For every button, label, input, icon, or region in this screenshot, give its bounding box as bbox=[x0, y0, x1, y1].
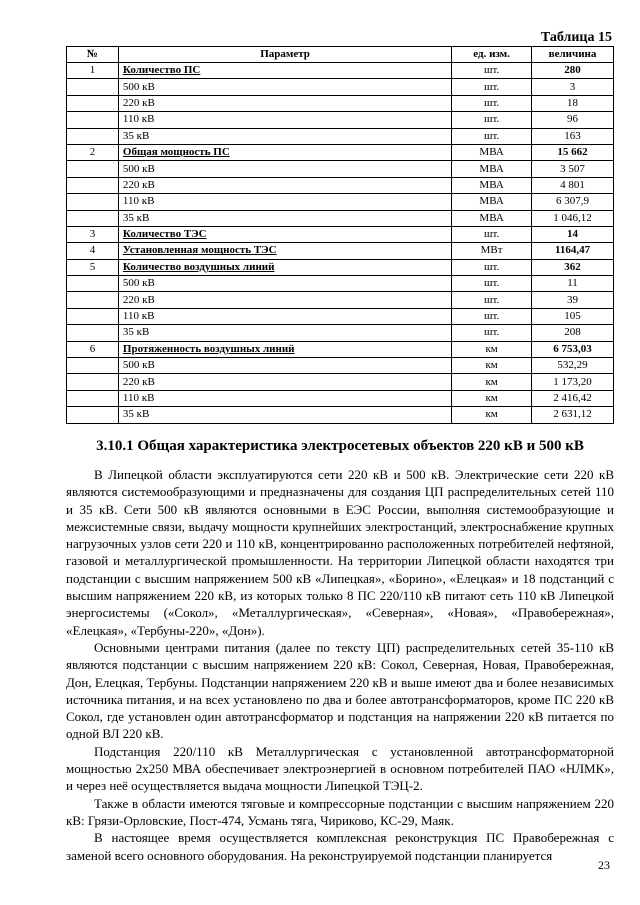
row-number bbox=[67, 79, 119, 95]
row-value: 362 bbox=[532, 259, 614, 275]
row-number bbox=[67, 210, 119, 226]
row-number bbox=[67, 308, 119, 324]
table-row bbox=[67, 325, 614, 341]
row-unit: МВА bbox=[452, 177, 532, 193]
row-unit: км bbox=[452, 374, 532, 390]
row-parameter: 500 кВ bbox=[118, 358, 451, 374]
table-row bbox=[67, 407, 614, 423]
table-row bbox=[67, 243, 614, 259]
row-value: 6 753,03 bbox=[532, 341, 614, 357]
paragraph: В настоящее время осуществляется комплексная реконструкция ПС Правобережная с заменой всего основного оборудования. На реконструируемой подстанции планируется bbox=[66, 830, 614, 863]
row-number: 5 bbox=[67, 259, 119, 275]
parameters-table bbox=[66, 46, 614, 424]
row-unit: шт. bbox=[452, 79, 532, 95]
paragraph: Также в области имеются тяговые и компрессорные подстанции с высшим напряжением 220 кВ: Грязи-Орловские, Пост-474, Усмань тяга, Чириково, КС-29, Маяк. bbox=[66, 795, 614, 828]
row-parameter: Протяженность воздушных линий bbox=[118, 341, 451, 357]
header-number: № bbox=[67, 47, 119, 63]
row-unit: МВт bbox=[452, 243, 532, 259]
table-row bbox=[67, 194, 614, 210]
row-value: 163 bbox=[532, 128, 614, 144]
row-value: 6 307,9 bbox=[532, 194, 614, 210]
row-number: 4 bbox=[67, 243, 119, 259]
row-number bbox=[67, 407, 119, 423]
row-number: 2 bbox=[67, 144, 119, 160]
row-parameter: 35 кВ bbox=[118, 210, 451, 226]
row-value: 15 662 bbox=[532, 144, 614, 160]
row-unit: шт. bbox=[452, 325, 532, 341]
header-parameter: Параметр bbox=[118, 47, 451, 63]
row-number: 3 bbox=[67, 226, 119, 242]
row-parameter: Общая мощность ПС bbox=[118, 144, 451, 160]
table-row bbox=[67, 292, 614, 308]
row-number bbox=[67, 95, 119, 111]
header-value: величина bbox=[532, 47, 614, 63]
row-parameter: 35 кВ bbox=[118, 407, 451, 423]
table-row bbox=[67, 226, 614, 242]
row-value: 3 507 bbox=[532, 161, 614, 177]
row-parameter: 220 кВ bbox=[118, 177, 451, 193]
row-unit: шт. bbox=[452, 292, 532, 308]
table-header-row bbox=[67, 47, 614, 63]
row-unit: МВА bbox=[452, 194, 532, 210]
row-value: 96 bbox=[532, 112, 614, 128]
row-value: 280 bbox=[532, 63, 614, 79]
table-row bbox=[67, 177, 614, 193]
row-unit: км bbox=[452, 358, 532, 374]
row-unit: шт. bbox=[452, 308, 532, 324]
row-unit: МВА bbox=[452, 161, 532, 177]
row-parameter: 220 кВ bbox=[118, 95, 451, 111]
table-row bbox=[67, 128, 614, 144]
row-parameter: Количество воздушных линий bbox=[118, 259, 451, 275]
table-row bbox=[67, 358, 614, 374]
header-unit: ед. изм. bbox=[452, 47, 532, 63]
row-unit: шт. bbox=[452, 226, 532, 242]
table-row bbox=[67, 308, 614, 324]
table-row bbox=[67, 79, 614, 95]
row-parameter: 110 кВ bbox=[118, 390, 451, 406]
table-row bbox=[67, 374, 614, 390]
row-value: 2 631,12 bbox=[532, 407, 614, 423]
row-number bbox=[67, 194, 119, 210]
row-parameter: 500 кВ bbox=[118, 161, 451, 177]
row-unit: шт. bbox=[452, 112, 532, 128]
row-parameter: Количество ПС bbox=[118, 63, 451, 79]
table-row bbox=[67, 112, 614, 128]
row-value: 1 173,20 bbox=[532, 374, 614, 390]
row-value: 2 416,42 bbox=[532, 390, 614, 406]
section-title: 3.10.1 Общая характеристика электросетевых объектов 220 кВ и 500 кВ bbox=[96, 438, 584, 454]
row-value: 18 bbox=[532, 95, 614, 111]
paragraph: Подстанция 220/110 кВ Металлургическая с установленной автотрансформаторной мощностью 2х250 МВА обеспечивает электроэнергией в основном потребителей ПАО «НЛМК», и через неё осуществляется выдача мощности Липецкой ТЭЦ-2. bbox=[66, 743, 614, 794]
row-number bbox=[67, 177, 119, 193]
table-row bbox=[67, 144, 614, 160]
row-unit: МВА bbox=[452, 144, 532, 160]
table-row bbox=[67, 341, 614, 357]
row-unit: км bbox=[452, 407, 532, 423]
row-unit: шт. bbox=[452, 276, 532, 292]
row-value: 4 801 bbox=[532, 177, 614, 193]
table-caption: Таблица 15 bbox=[540, 30, 612, 45]
row-number bbox=[67, 161, 119, 177]
row-value: 3 bbox=[532, 79, 614, 95]
row-number bbox=[67, 325, 119, 341]
row-value: 14 bbox=[532, 226, 614, 242]
row-parameter: 500 кВ bbox=[118, 79, 451, 95]
paragraph: Основными центрами питания (далее по тексту ЦП) распределительных сетей 35-110 кВ являются подстанции с высшим напряжением 220 кВ: Сокол, Северная, Новая, Правобережная, Дон, Елецкая, Тербуны. Подстанции напряжением 220 кВ и выше имеют два и более независимых источника питания, и на всех установлено по два и более автотрансформаторов, кроме ПС 220 кВ Сокол, где установлен один автотрансформатор и подстанция на напряжении 220 кВ питается по одной ВЛ 220 кВ. bbox=[66, 639, 614, 742]
row-number bbox=[67, 374, 119, 390]
row-parameter: Установленная мощность ТЭС bbox=[118, 243, 451, 259]
row-unit: шт. bbox=[452, 63, 532, 79]
table-row bbox=[67, 63, 614, 79]
row-number: 1 bbox=[67, 63, 119, 79]
row-parameter: 500 кВ bbox=[118, 276, 451, 292]
row-unit: шт. bbox=[452, 259, 532, 275]
table-row bbox=[67, 276, 614, 292]
row-unit: шт. bbox=[452, 128, 532, 144]
row-number bbox=[67, 276, 119, 292]
row-parameter: 220 кВ bbox=[118, 374, 451, 390]
row-number bbox=[67, 112, 119, 128]
row-value: 532,29 bbox=[532, 358, 614, 374]
row-unit: МВА bbox=[452, 210, 532, 226]
row-parameter: 110 кВ bbox=[118, 308, 451, 324]
row-parameter: 35 кВ bbox=[118, 325, 451, 341]
row-value: 1 046,12 bbox=[532, 210, 614, 226]
row-unit: шт. bbox=[452, 95, 532, 111]
body-text bbox=[66, 466, 614, 864]
row-value: 208 bbox=[532, 325, 614, 341]
paragraph: В Липецкой области эксплуатируются сети 220 кВ и 500 кВ. Электрические сети 220 кВ являются системообразующими и предназначены для создания ЦП распределительных сетей 110 и 35 кВ. Сети 500 кВ являются основными в ЕЭС России, выполняя системообразующие и межсистемные связи, выдачу мощности крупнейших электростанций, электроснабжение крупных нагрузочных узлов сети 220 и 110 кВ, концентрированно расположенных потребителей нефтяной, газовой и металлургической промышленности. На территории Липецкой области находятся три подстанции с высшим напряжением 500 кВ «Липецкая», «Борино», «Елецкая» и 18 подстанций с высшим напряжением 220 кВ, из которых только 8 ПС 220/110 кВ питают сеть 110 кВ Липецкой энергосистемы («Сокол», «Металлургическая», «Северная», «Новая», «Правобережная», «Елецкая», «Тербуны-220», «Дон»). bbox=[66, 467, 614, 638]
row-unit: км bbox=[452, 341, 532, 357]
row-value: 11 bbox=[532, 276, 614, 292]
page-number: 23 bbox=[598, 858, 610, 872]
table-row bbox=[67, 259, 614, 275]
row-value: 1164,47 bbox=[532, 243, 614, 259]
row-number bbox=[67, 128, 119, 144]
row-unit: км bbox=[452, 390, 532, 406]
row-parameter: 220 кВ bbox=[118, 292, 451, 308]
table-row bbox=[67, 95, 614, 111]
row-number: 6 bbox=[67, 341, 119, 357]
table-row bbox=[67, 161, 614, 177]
table-row bbox=[67, 390, 614, 406]
table-row bbox=[67, 210, 614, 226]
row-value: 39 bbox=[532, 292, 614, 308]
row-parameter: 110 кВ bbox=[118, 112, 451, 128]
row-number bbox=[67, 390, 119, 406]
row-parameter: Количество ТЭС bbox=[118, 226, 451, 242]
row-parameter: 110 кВ bbox=[118, 194, 451, 210]
row-parameter: 35 кВ bbox=[118, 128, 451, 144]
row-number bbox=[67, 358, 119, 374]
row-number bbox=[67, 292, 119, 308]
row-value: 105 bbox=[532, 308, 614, 324]
